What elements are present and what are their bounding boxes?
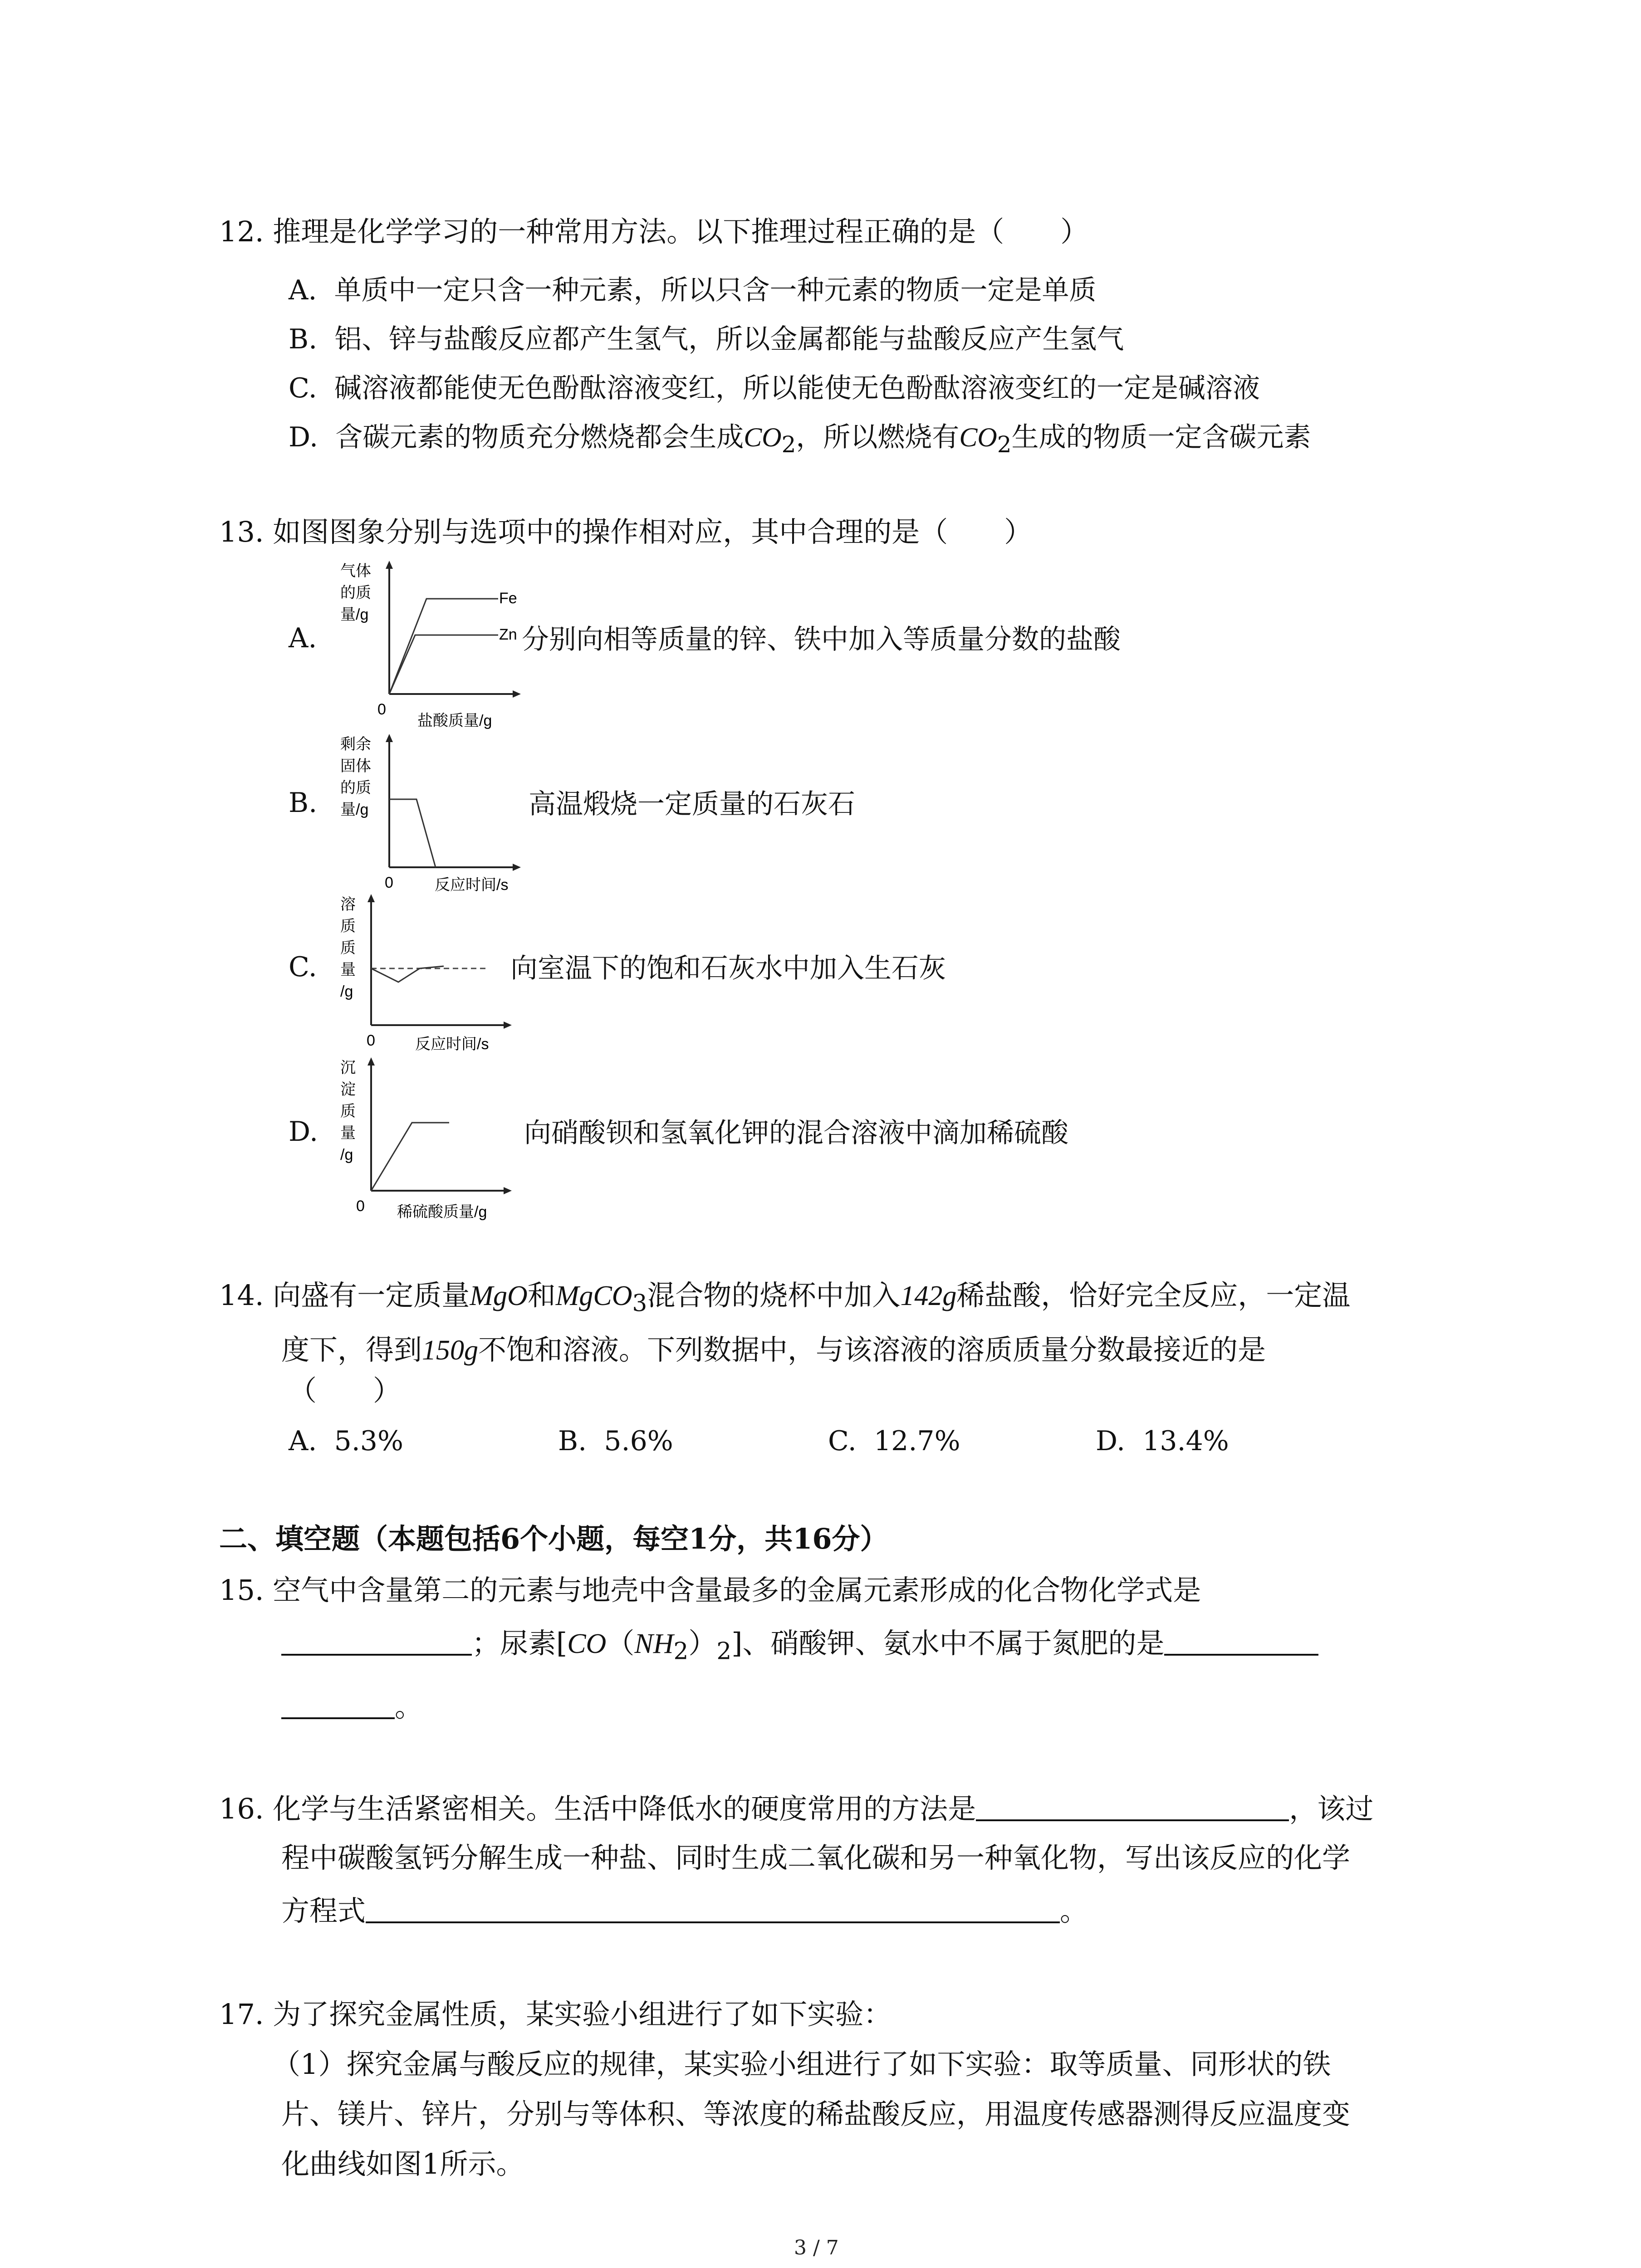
formula: CO [567,1628,607,1659]
formula-mgco3: MgCO [555,1281,632,1311]
graph-ylabel: 的质 [340,779,371,797]
graph-ylabel: 量/g [340,801,369,818]
q13-option-d-label: D. [289,1116,318,1148]
text: 方程式 [281,1894,366,1927]
q16-line-1 [219,1794,1373,1823]
option-label: D. [1096,1425,1126,1457]
q12-option-a [289,269,1097,308]
q17-line-4: 化曲线如图1所示。 [281,2147,524,2180]
answer-blank[interactable] [1164,1628,1318,1656]
mass-value: 150g [422,1335,479,1366]
q16-line-2: 程中碳酸氢钙分解生成一种盐、同时生成二氧化碳和另一种氧化物，写出该反应的化学 [281,1841,1351,1874]
graph-ylabel: 量 [340,961,356,978]
q14-option-c [828,1425,960,1457]
graph-ylabel: 淀 [340,1081,356,1098]
page-number: 3 / 7 [794,2236,839,2259]
q13-option-d-text: 向硝酸钡和氢氧化钾的混合溶液中滴加稀硫酸 [524,1117,1068,1149]
q13-option-a-text: 分别向相等质量的锌、铁中加入等质量分数的盐酸 [522,624,1121,655]
graph-curve [389,799,436,867]
option-text: 含碳元素的物质充分燃烧都会生成 [335,421,744,453]
text: 。 [1060,1894,1088,1927]
option-label: A. [289,274,317,306]
graph-ylabel: 质 [340,918,356,935]
q15-line-2 [281,1628,1318,1665]
graph-curve [371,1123,449,1191]
q13-graph-d [318,1055,535,1222]
graph-ylabel: 量 [340,1124,356,1142]
q12-option-c [289,367,1260,406]
graph-ylabel: 固体 [340,758,371,775]
graph-ylabel: 气体 [340,562,371,580]
graph-ylabel: 溶 [340,896,356,913]
text: （ [606,1627,635,1660]
q17-line-3: 片、镁片、锌片，分别与等体积、等浓度的稀盐酸反应，用温度传感器测得反应温度变 [281,2097,1351,2131]
formula-sub: 2 [781,431,796,458]
q13-graph-b [318,731,535,894]
option-label: D. [289,421,318,453]
graph-origin: 0 [367,1032,375,1049]
option-text: 碱溶液都能使无色酚酞溶液变红，所以能使无色酚酞溶液变红的一定是碱溶液 [334,372,1260,404]
graph-series-label: Zn [499,626,517,643]
graph-xlabel: 反应时间/s [415,1036,489,1053]
text: 不饱和溶液。下列数据中，与该溶液的溶质质量分数最接近的是 [478,1333,1266,1366]
answer-blank[interactable] [281,1628,472,1656]
text: ，该过 [1289,1792,1374,1825]
option-value: 12.7% [874,1425,960,1457]
graph-curve-zn [389,635,498,694]
text: ]、硝酸钾、氨水中不属于氮肥的是 [731,1627,1165,1660]
formula: NH [634,1628,674,1659]
graph-ylabel: 质 [340,939,356,957]
formula-co2: CO [744,422,782,452]
q13-graph-c [318,891,535,1055]
graph-ylabel: 质 [340,1103,356,1120]
option-value: 5.6% [604,1425,673,1457]
q12-option-d [289,415,1311,458]
formula-co2: CO [959,422,997,452]
option-text: 铝、锌与盐酸反应都产生氢气，所以金属都能与盐酸反应产生氢气 [334,323,1124,355]
option-value: 5.3% [334,1425,403,1457]
q14-option-d [1096,1425,1229,1457]
graph-origin: 0 [356,1198,365,1215]
q13-graph-a [318,558,535,730]
q13-option-a-label: A. [289,622,317,654]
q12-option-b [289,318,1124,357]
q14-line-3: （ ） [289,1374,402,1407]
option-label: C. [828,1425,857,1457]
q12-stem: 12. 推理是化学学习的一种常用方法。以下推理过程正确的是（ ） [219,215,1089,248]
text: 16. 化学与生活紧密相关。生活中降低水的硬度常用的方法是 [219,1792,976,1825]
answer-blank[interactable] [281,1692,395,1719]
q13-option-c-label: C. [289,951,317,983]
q15-line-3 [281,1692,423,1721]
q17-line-1: 17. 为了探究金属性质，某实验小组进行了如下实验： [219,1998,892,2031]
option-value: 13.4% [1142,1425,1229,1457]
graph-xlabel: 盐酸质量/g [417,712,492,729]
formula-mgo: MgO [470,1281,528,1311]
q17-line-2: （1）探究金属与酸反应的规律，某实验小组进行了如下实验：取等质量、同形状的铁 [272,2048,1331,2081]
q14-option-b [558,1425,673,1457]
option-text: 单质中一定只含一种元素，所以只含一种元素的物质一定是单质 [334,274,1097,306]
text: ；尿素[ [472,1627,568,1660]
formula-sub: 2 [716,1637,732,1665]
q13-option-b-text: 高温煅烧一定质量的石灰石 [529,788,855,820]
text: ） [688,1627,717,1660]
q15-line-1: 15. 空气中含量第二的元素与地壳中含量最多的金属元素形成的化合物化学式是 [219,1574,1201,1607]
graph-ylabel: 量/g [340,606,369,623]
graph-ylabel: /g [340,1146,353,1163]
q14-line-1 [219,1281,1350,1317]
text: 度下，得到 [281,1333,422,1366]
graph-ylabel: 的质 [340,584,371,601]
graph-ylabel: 沉 [340,1059,356,1076]
answer-blank[interactable] [366,1896,1060,1923]
section-2-title: 二、填空题（本题包括6个小题，每空1分，共16分） [219,1522,888,1555]
graph-ylabel: /g [340,983,353,1000]
text: 。 [395,1690,423,1723]
mass-value: 142g [900,1281,957,1311]
formula-sub: 3 [632,1290,647,1317]
graph-xlabel: 稀硫酸质量/g [397,1203,487,1221]
option-label: B. [558,1425,587,1457]
graph-ylabel: 剩余 [340,736,371,753]
text: 混合物的烧杯中加入 [647,1279,901,1312]
graph-origin: 0 [385,874,393,891]
option-label: B. [289,323,318,355]
option-text: ，所以燃烧有 [796,421,960,453]
q14-option-a [289,1425,403,1457]
option-label: C. [289,372,317,404]
q13-option-b-label: B. [289,787,318,819]
q14-line-2 [281,1333,1266,1366]
formula-sub: 2 [997,431,1012,458]
option-label: A. [289,1425,317,1457]
graph-curve-fe [389,599,498,694]
q13-option-c-text: 向室温下的饱和石灰水中加入生石灰 [510,953,946,984]
text: 14. 向盛有一定质量 [219,1279,470,1312]
graph-series-label: Fe [499,590,517,607]
formula-sub: 2 [673,1637,689,1665]
text: 稀盐酸，恰好完全反应，一定温 [956,1279,1351,1312]
graph-origin: 0 [377,701,386,718]
q13-stem: 13. 如图图象分别与选项中的操作相对应，其中合理的是（ ） [219,515,1033,548]
option-text: 生成的物质一定含碳元素 [1011,421,1311,453]
graph-xlabel: 反应时间/s [435,876,509,894]
q16-line-3 [281,1896,1088,1925]
text: 和 [527,1279,556,1312]
answer-blank[interactable] [976,1794,1289,1821]
